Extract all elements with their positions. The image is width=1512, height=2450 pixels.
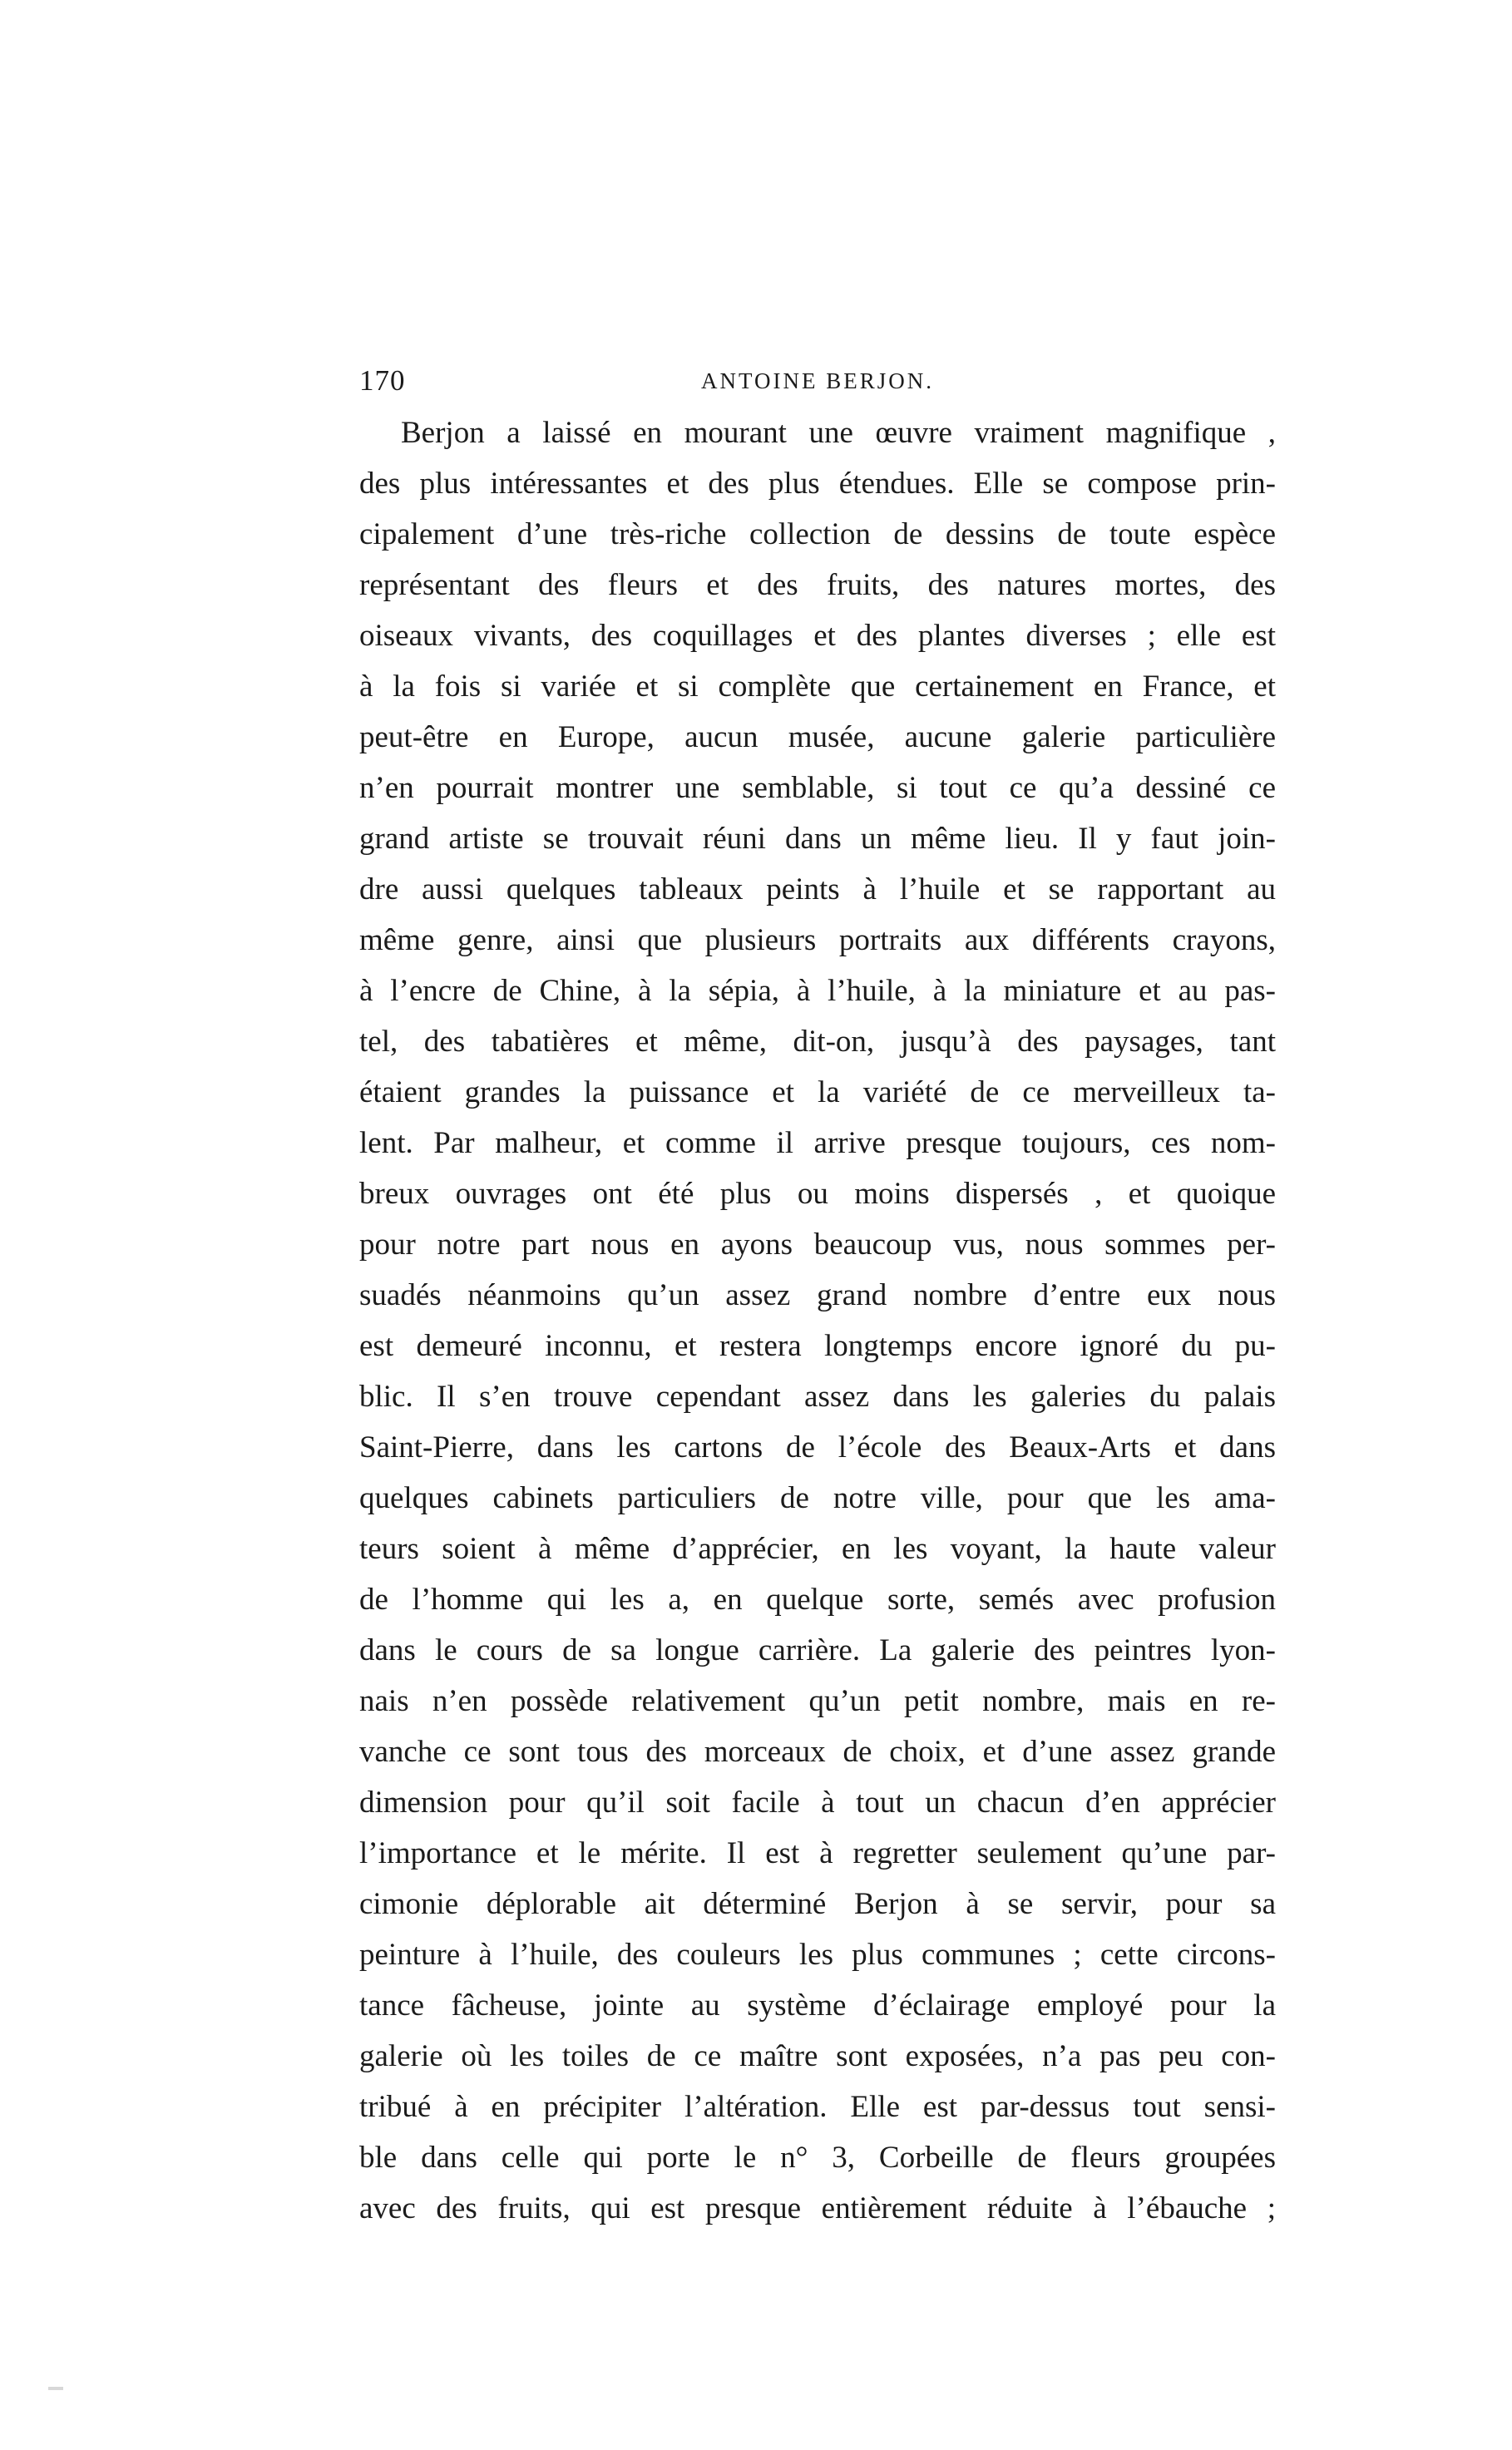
text-line: cimonie déplorable ait déterminé Berjon à se servir, pour sa: [359, 1887, 1276, 1921]
text-line: Saint-Pierre, dans les cartons de l’école des Beaux-Arts et dans: [359, 1430, 1276, 1465]
text-line: vanche ce sont tous des morceaux de choix, et d’une assez grande: [359, 1735, 1276, 1769]
text-line: nais n’en possède relativement qu’un petit nombre, mais en re-: [359, 1684, 1276, 1718]
text-line: blic. Il s’en trouve cependant assez dans les galeries du palais: [359, 1380, 1276, 1414]
text-line: quelques cabinets particuliers de notre ville, pour que les ama-: [359, 1481, 1276, 1515]
text-line: grand artiste se trouvait réuni dans un même lieu. Il y faut join-: [359, 822, 1276, 856]
text-line: Berjon a laissé en mourant une œuvre vraiment magnifique ,: [401, 416, 1276, 450]
text-line: est demeuré inconnu, et restera longtemps encore ignoré du pu-: [359, 1329, 1276, 1363]
text-line: suadés néanmoins qu’un assez grand nombre d’entre eux nous: [359, 1278, 1276, 1312]
text-line: même genre, ainsi que plusieurs portraits aux différents crayons,: [359, 923, 1276, 957]
text-line: dans le cours de sa longue carrière. La galerie des peintres lyon-: [359, 1633, 1276, 1667]
text-line: avec des fruits, qui est presque entièrement réduite à l’ébauche ;: [359, 2191, 1276, 2225]
text-line: de l’homme qui les a, en quelque sorte, semés avec profusion: [359, 1583, 1276, 1617]
text-line: teurs soient à même d’apprécier, en les voyant, la haute valeur: [359, 1532, 1276, 1566]
text-line: pour notre part nous en ayons beaucoup vus, nous sommes per-: [359, 1227, 1276, 1262]
page-number: 170: [359, 364, 406, 397]
text-line: galerie où les toiles de ce maître sont exposées, n’a pas peu con-: [359, 2039, 1276, 2073]
text-line: oiseaux vivants, des coquillages et des plantes diverses ; elle est: [359, 619, 1276, 653]
text-line: représentant des fleurs et des fruits, des natures mortes, des: [359, 568, 1276, 602]
running-title: ANTOINE BERJON.: [701, 368, 934, 393]
text-line: à l’encre de Chine, à la sépia, à l’huile, à la miniature et au pas-: [359, 974, 1276, 1008]
text-line: tribué à en précipiter l’altération. Elle est par-dessus tout sensi-: [359, 2090, 1276, 2124]
text-line: peinture à l’huile, des couleurs les plus communes ; cette circons-: [359, 1938, 1276, 1972]
body-text: [359, 408, 1276, 2234]
text-line: étaient grandes la puissance et la variété de ce merveilleux ta-: [359, 1075, 1276, 1109]
text-line: tance fâcheuse, jointe au système d’éclairage employé pour la: [359, 1988, 1276, 2023]
text-line: dre aussi quelques tableaux peints à l’huile et se rapportant au: [359, 872, 1276, 906]
text-line: n’en pourrait montrer une semblable, si tout ce qu’a dessiné ce: [359, 771, 1276, 805]
text-line: dimension pour qu’il soit facile à tout un chacun d’en apprécier: [359, 1786, 1276, 1820]
text-line: tel, des tabatières et même, dit-on, jusqu’à des paysages, tant: [359, 1025, 1276, 1059]
text-line: cipalement d’une très-riche collection de dessins de toute espèce: [359, 517, 1276, 551]
running-head: [359, 356, 1276, 406]
text-line: l’importance et le mérite. Il est à regretter seulement qu’une par-: [359, 1836, 1276, 1870]
text-line: ble dans celle qui porte le n° 3, Corbeille de fleurs groupées: [359, 2141, 1276, 2175]
text-line: lent. Par malheur, et comme il arrive presque toujours, ces nom-: [359, 1126, 1276, 1160]
text-line: des plus intéressantes et des plus étendues. Elle se compose prin-: [359, 467, 1276, 501]
text-line: breux ouvrages ont été plus ou moins dispersés , et quoique: [359, 1177, 1276, 1211]
text-line: peut-être en Europe, aucun musée, aucune galerie particulière: [359, 720, 1276, 754]
scan-mark: [48, 2387, 63, 2390]
text-line: à la fois si variée et si complète que certainement en France, et: [359, 669, 1276, 704]
